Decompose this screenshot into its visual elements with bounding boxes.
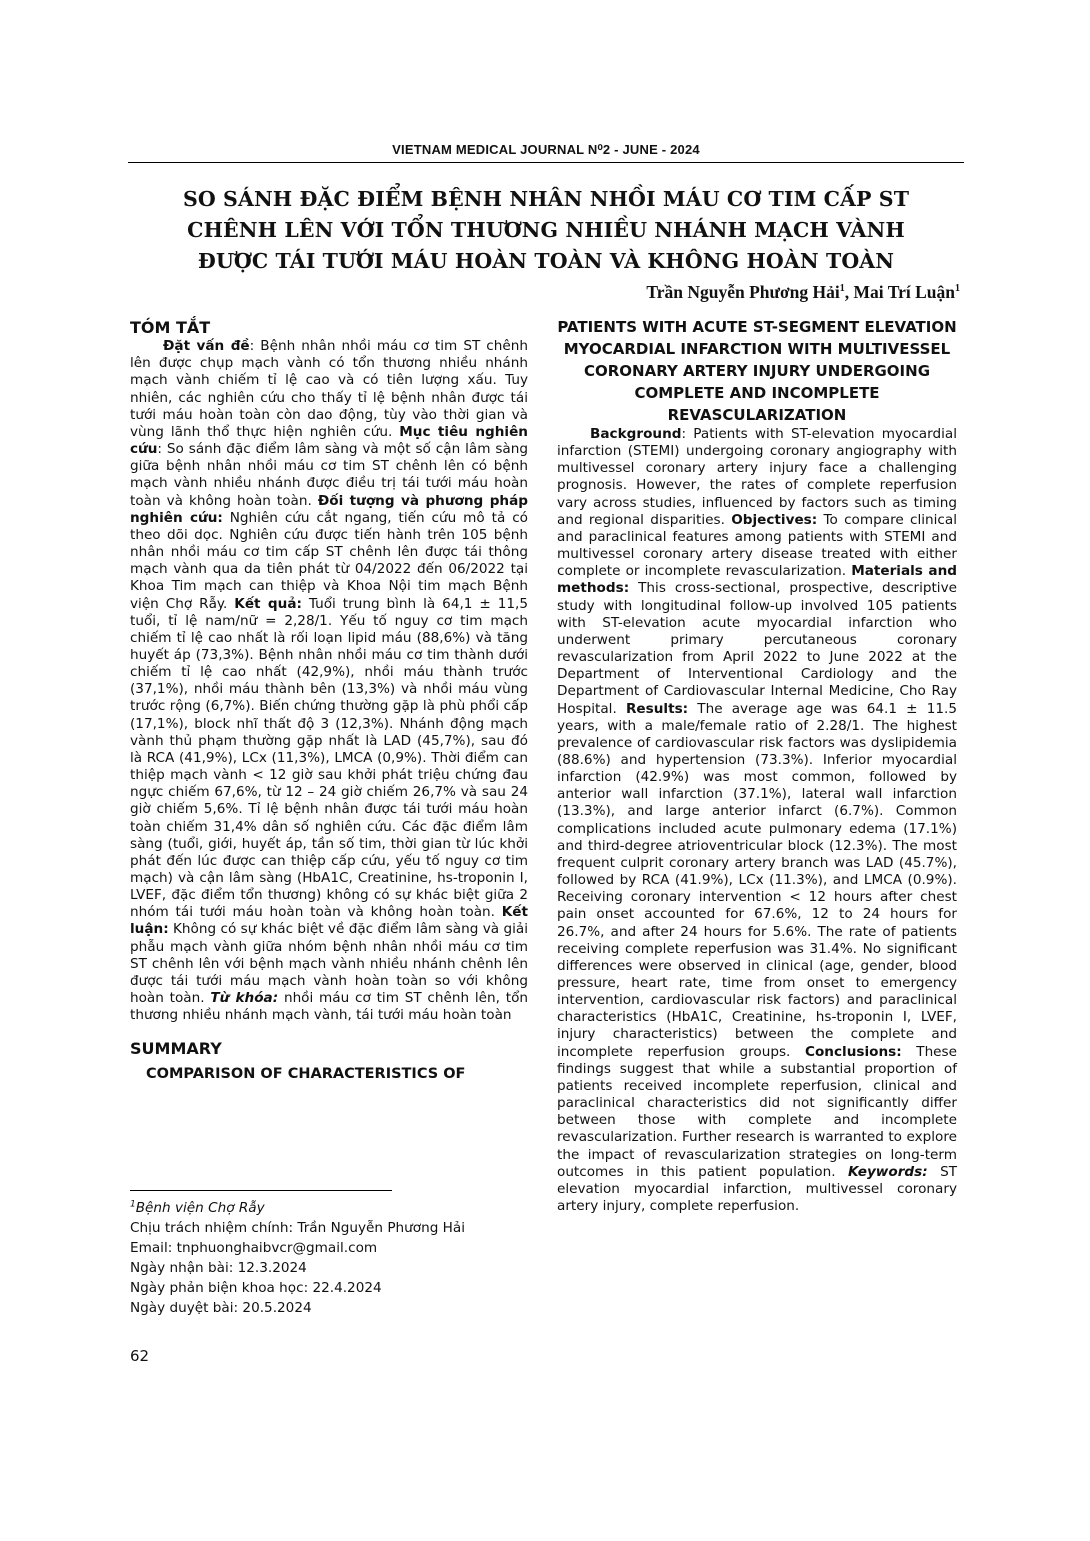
label-objectives-vi: Mục tiêu nghiên cứu	[130, 423, 528, 458]
label-methods-en: Materials and methods:	[557, 563, 957, 597]
label-results-vi: Kết quả:	[234, 595, 302, 612]
title-line-3: ĐƯỢC TÁI TƯỚI MÁU HOÀN TOÀN VÀ KHÔNG HOÀN TOÀN	[197, 249, 895, 273]
footnote-rule	[130, 1190, 392, 1191]
label-keywords-en: Keywords:	[847, 1163, 928, 1180]
conclusions-vi: Không có sự khác biệt về đặc điểm lâm sàng và giải phẫu mạch vành giữa nhóm bệnh nhân nhồi máu cơ tim ST chênh lên với bệnh mạch vành nhiều nhánh chênh lên được tái tưới máu mạch vành hoàn toàn so với không hoàn toàn.	[130, 921, 528, 1007]
conclusions-en: These findings suggest that while a substantial proportion of patients received incomplete reperfusion, clinical and paraclinical characteristics did not significantly differ between those with complete and incomplete revascularization. Further research is warranted to explore the impact of revascularization strategies on long-term outcomes in this patient population.	[557, 1043, 957, 1180]
footnote-email: Email: tnphuonghaibvcr@gmail.com	[130, 1240, 378, 1256]
affiliation-text: Bệnh viện Chợ Rẫy	[135, 1200, 265, 1216]
keywords-vi: nhồi máu cơ tim ST chênh lên, tổn thương nhiều nhánh mạch vành, tái tưới máu hoàn toàn	[130, 990, 528, 1024]
label-keywords-vi: Từ khóa:	[210, 990, 279, 1007]
left-column	[130, 316, 528, 1083]
article-title-en: PATIENTS WITH ACUTE ST-SEGMENT ELEVATION MYOCARDIAL INFARCTION WITH MULTIVESSEL CORONARY ARTERY INJURY UNDERGOING COMPLETE AND INCOMPLETE REVASCULARIZATION	[557, 318, 957, 424]
objectives-en: To compare clinical and paraclinical features among patients with STEMI and multivessel coronary artery disease treated with either complete or incomplete revascularization.	[557, 511, 957, 580]
journal-header: VIETNAM MEDICAL JOURNAL N⁰2 - JUNE - 2024	[392, 142, 700, 157]
article-title-vi	[128, 184, 964, 277]
label-conclusions-vi: Kết luận:	[130, 904, 528, 938]
title-line-2: CHÊNH LÊN VỚI TỔN THƯƠNG NHIỀU NHÁNH MẠCH VÀNH	[187, 218, 905, 242]
footnote-affiliation	[130, 1198, 530, 1218]
label-background-vi: Đặt vấn đề	[163, 338, 250, 355]
abstract-vi-heading: TÓM TẮT	[130, 318, 211, 337]
authors	[646, 282, 960, 303]
results-vi: Tuổi trung bình là 64,1 ± 11,5 tuổi, tỉ lệ nam/nữ = 2,28/1. Yếu tố nguy cơ tim mạch chiếm tỉ lệ cao nhất là rối loạn lipid máu (88,6%) và tăng huyết áp (73,3%). Bệnh nhân nhồi máu cơ tim thành dưới chiếm tỉ lệ cao nhất (42,9%), nhồi máu thành trước (37,1%), nhồi máu thành bên (13,3%) và nhồi máu vùng trước rộng (6,7%). Biến chứng thường gặp là phù phổi cấp (17,1%), block nhĩ thất độ 3 (12,3%). Nhánh động mạch vành thủ phạm thường gặp nhất là LAD (45,7%), sau đó là RCA (41,9%), LCx (11,3%), LMCA (0,9%). Thời điểm can thiệp mạch vành < 12 giờ sau khởi phát triệu chứng đau ngực chiếm 67,6%, từ 12 – 24 giờ chiếm 26,7% và sau 24 giờ chiếm 5,6%. Tỉ lệ bệnh nhân được tái tưới máu hoàn toàn chiếm 31,4% dân số nghiên cứu. Các đặc điểm lâm sàng (tuổi, giới, huyết áp, tần số tim, thời gian từ lúc khởi phát đến lúc được can thiệp cấp cứu, yếu tố nguy cơ tim mạch) và cận lâm sàng (HbA1C, Creatinine, hs-troponin I, LVEF, đặc điểm tổn thương) không có sự khác biệt giữa 2 nhóm tái tưới máu hoàn toàn và không hoàn toàn.	[130, 595, 528, 921]
label-conclusions-en: Conclusions:	[804, 1043, 902, 1060]
author-separator: ,	[844, 282, 854, 302]
author-1-affil: 1	[839, 283, 845, 295]
right-column	[557, 316, 957, 1215]
label-objectives-en: Objectives:	[731, 511, 818, 528]
methods-vi: Nghiên cứu cắt ngang, tiến cứu mô tả có theo dõi dọc. Nghiên cứu được tiến hành trên 105 bệnh nhân nhồi máu cơ tim cấp ST chênh lên được tái thông mạch vành qua da tiên phát từ 04/2022 đến 06/2022 tại Khoa Tim mạch can thiệp và Khoa Nội tim mạch Bệnh viện Chợ Rẫy.	[130, 509, 528, 612]
background-vi: : Bệnh nhân nhồi máu cơ tim ST chênh lên được chụp mạch vành có tổn thương nhiều nhánh mạch vành chiếm tỉ lệ cao và có tiên lượng xấu. Tuy nhiên, các nghiên cứu cho thấy tỉ lệ bệnh nhân được tái tưới máu hoàn toàn còn dao động, tùy vào thời gian và vùng lãnh thổ thực hiện nghiên cứu.	[130, 338, 528, 440]
footnote-reviewed: Ngày phản biện khoa học: 22.4.2024	[130, 1280, 382, 1296]
author-2-affil: 1	[955, 283, 960, 295]
page-number: 62	[130, 1347, 150, 1365]
footnote-received: Ngày nhận bài: 12.3.2024	[130, 1260, 307, 1276]
footnote-corresponding: Chịu trách nhiệm chính: Trần Nguyễn Phương Hải	[130, 1220, 465, 1236]
results-en: The average age was 64.1 ± 11.5 years, with a male/female ratio of 2.28/1. The highest prevalence of cardiovascular risk factors was dyslipidemia (88.6%) and hypertension (73.3%). Inferior myocardial infarction (42.9%) was most common, followed by anterior wall infarction (37.1%), lateral wall infarction (13.3%), and large anterior infarct (6.7%). Common complications included acute pulmonary edema (17.1%) and third-degree atrioventricular block (12.3%). The most frequent culprit coronary artery branch was LAD (45.7%), followed by RCA (41.9%), LCx (11.3%), and LMCA (0.9%). Receiving coronary intervention < 12 hours after chest pain onset accounted for 67.6%, 12 to 24 hours for 26.7%, and after 24 hours for 5.6%. The rate of patients receiving complete reperfusion was 31.4%. No significant differences were observed in clinical (age, gender, blood pressure, heart rate, time from onset to emergency intervention, cardiovascular risk factors) and paraclinical characteristics (HbA1C, Creatinine, hs-troponin I, LVEF, injury characteristics) between the complete and incomplete reperfusion groups.	[557, 700, 957, 1060]
label-methods-vi: Đối tượng và phương pháp nghiên cứu:	[130, 492, 529, 526]
summary-subheading: COMPARISON OF CHARACTERISTICS OF	[146, 1065, 466, 1082]
label-background-en: Background	[590, 426, 682, 442]
author-2: Mai Trí Luận	[853, 282, 955, 302]
header-rule	[128, 162, 964, 163]
abstract-vi-body	[130, 338, 528, 1024]
background-en: : Patients with ST-elevation myocardial infarction (STEMI) undergoing coronary angiography with multivessel coronary artery injury face a challenging prognosis. However, the rates of complete reperfusion vary across studies, influenced by factors such as timing and regional disparities.	[557, 426, 957, 528]
methods-en: This cross-sectional, prospective, descriptive study with longitudinal follow-up involved 105 patients with ST-elevation acute myocardial infarction who underwent primary percutaneous coronary revascularization from April 2022 to June 2022 at the Department of Interventional Cardiology and the Department of Cardiovascular Internal Medicine, Cho Ray Hospital.	[557, 580, 957, 717]
abstract-en-body	[557, 426, 957, 1215]
summary-heading: SUMMARY	[130, 1039, 222, 1059]
keywords-en: ST elevation myocardial infarction, multivessel coronary artery injury, complete reperfusion.	[557, 1163, 957, 1215]
title-line-1: SO SÁNH ĐẶC ĐIỂM BỆNH NHÂN NHỒI MÁU CƠ TIM CẤP ST	[182, 187, 910, 211]
affiliation-sup: 1	[130, 1199, 136, 1210]
label-results-en: Results:	[625, 700, 689, 717]
author-1: Trần Nguyễn Phương Hải	[646, 282, 840, 302]
footnote-accepted: Ngày duyệt bài: 20.5.2024	[130, 1300, 312, 1316]
objectives-vi: : So sánh đặc điểm lâm sàng và một số cận lâm sàng giữa bệnh nhân nhồi máu cơ tim ST chênh lên có bệnh mạch vành nhiều nhánh được điều trị tái tưới máu hoàn toàn và không hoàn toàn.	[130, 441, 528, 509]
footnotes	[130, 1198, 530, 1318]
